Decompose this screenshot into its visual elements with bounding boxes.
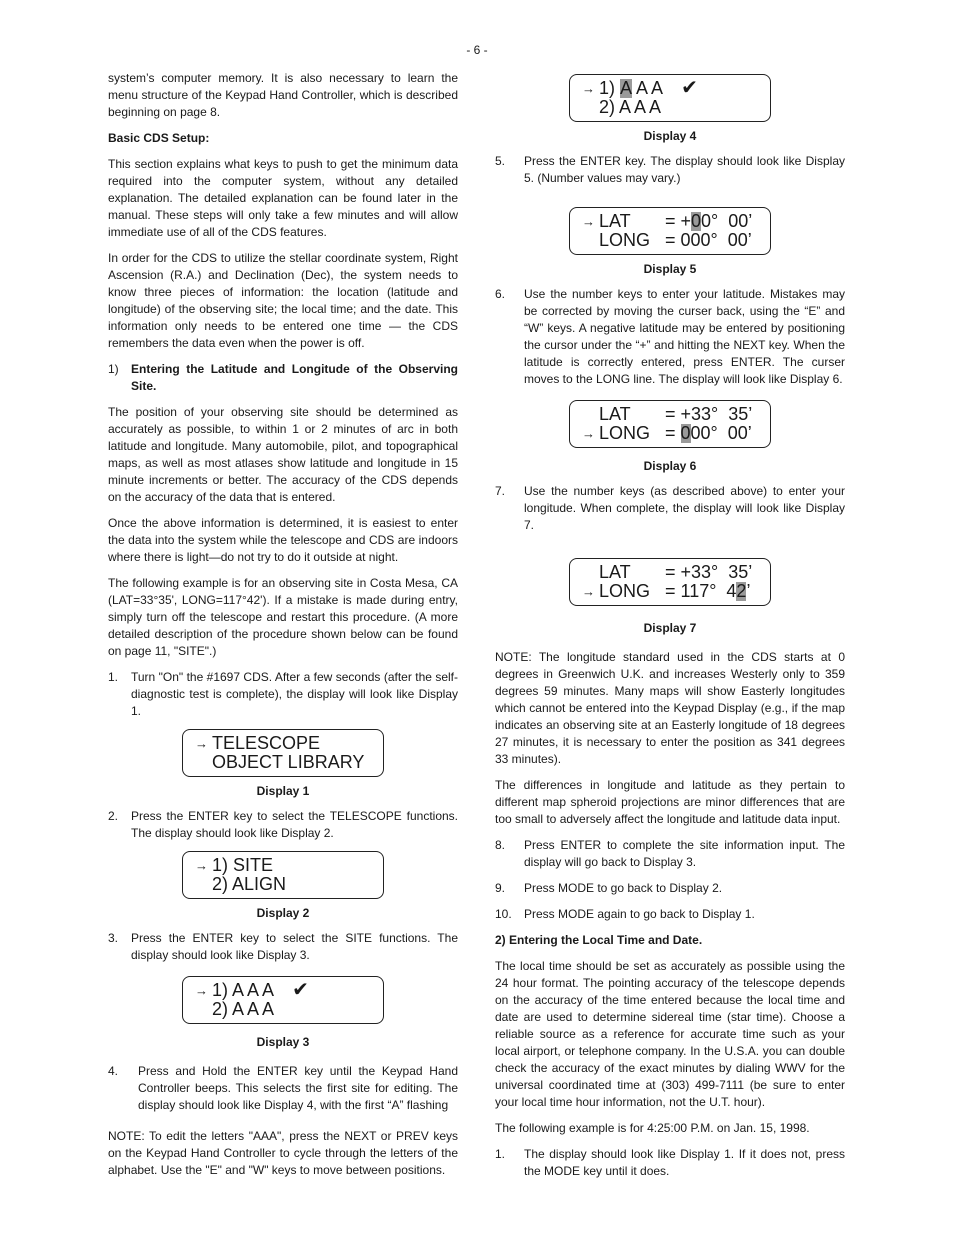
lcd-label: LONG (599, 423, 651, 443)
display-caption: Display 2 (256, 906, 310, 920)
lcd-line: TELESCOPE (212, 733, 321, 753)
step-number: 2. (108, 809, 119, 823)
display-6-figure (495, 400, 845, 475)
display-caption: Display 5 (643, 262, 697, 276)
step-text: Use the number keys (as described above) to enter your longitude. When complete, the display will look like Display 7. (524, 484, 845, 532)
arrow-right-icon: → (582, 214, 595, 229)
step-10 (495, 906, 845, 923)
lcd-text: = +33° 35’ (665, 562, 753, 582)
step-text: Press the ENTER key to select the TELESCOPE functions. The display should look like Display 2. (131, 809, 458, 840)
section-1-title: Entering the Latitude and Longitude of the Observing Site. (131, 362, 458, 393)
page-number: - 6 - (466, 43, 488, 57)
lcd-text: = (665, 423, 681, 443)
lcd-label: LONG (599, 581, 651, 601)
note-longitude-standard: NOTE: The longitude standard used in the CDS starts at 0 degrees in Greenwich U.K. and increases Westerly only to 359 degrees 59 minutes. Many maps will show Easterly longitudes which cannot be entered into the Keypad Display (e.g., if the map indicates an observing site at an Easterly longitude of 18 degrees 27 minutes, it is necessary to enter the position as 341 degrees 33 minutes). (495, 650, 845, 766)
left-column (108, 70, 458, 1188)
step-number: 3. (108, 931, 119, 945)
step-number: 4. (108, 1064, 119, 1078)
display-1-figure (108, 729, 458, 800)
lcd-display-3 (182, 976, 384, 1024)
arrow-right-icon: → (195, 983, 208, 998)
step-text: Press MODE again to go back to Display 1. (524, 907, 755, 921)
display-2-figure (108, 851, 458, 922)
step-2 (108, 808, 458, 842)
step-1 (108, 669, 458, 720)
section-1-paragraph-3: The following example is for an observing site in Costa Mesa, CA (LAT=33°35', LONG=117°42'). If a mistake is made during entry, simply turn off the telescope and restart this procedure. (A more detailed description of the procedure shown below can be found on page 11, "SITE".) (108, 576, 458, 658)
lcd-text: = + (665, 211, 692, 231)
step-number: 5. (495, 154, 506, 168)
step-7 (495, 483, 845, 534)
display-caption: Display 4 (643, 129, 697, 143)
lcd-label: LAT (599, 211, 631, 231)
step-5 (495, 153, 845, 187)
lcd-line: 1) SITE (212, 855, 274, 875)
basic-setup-heading: Basic CDS Setup: (108, 131, 210, 145)
display-3-figure (108, 976, 458, 1051)
lcd-display-1 (182, 729, 384, 777)
section-2-paragraph-2: The following example is for 4:25:00 P.M. on Jan. 15, 1998. (495, 1121, 810, 1135)
lcd-text: = +33° 35’ (665, 404, 753, 424)
arrow-right-icon: → (582, 584, 595, 599)
display-caption: Display 3 (256, 1035, 310, 1049)
lcd-display-5 (569, 207, 771, 255)
lcd-text: 00° 00’ (690, 423, 752, 443)
step-8 (495, 837, 845, 871)
step-text: Press and Hold the ENTER key until the Keypad Hand Controller beeps. This selects the first site for editing. The display should look like Display 4, with the first “A” flashing (138, 1064, 458, 1112)
basic-setup-paragraph-2: In order for the CDS to utilize the stellar coordinate system, Right Ascension (R.A.) and Declination (Dec), the system needs to know three pieces of information: the location (latitude and longitude) of the observing site; the local time; and the date. This information only needs to be entered one time — the CDS remembers the data even when the power is off. (108, 251, 458, 350)
step-6 (495, 286, 845, 388)
step-4 (108, 1063, 458, 1114)
flashing-cursor: 0 (691, 211, 702, 231)
flashing-cursor: A (620, 78, 633, 98)
flashing-cursor: 2 (736, 581, 747, 601)
section-1-heading (108, 361, 458, 395)
lcd-label: LAT (599, 404, 631, 424)
step-number: 7. (495, 484, 506, 498)
step-text: Press ENTER to complete the site information input. The display will go back to Display 3. (524, 838, 845, 869)
section-1-number: 1) (108, 362, 119, 376)
lcd-line: OBJECT LIBRARY (212, 752, 365, 772)
lcd-text: = 000° 00’ (665, 230, 752, 250)
note-edit-letters: NOTE: To edit the letters "AAA", press the NEXT or PREV keys on the Keypad Hand Controller to cycle through the letters of the alphabet. Use the "E" and "W" keys to move between positions. (108, 1129, 458, 1177)
step-number: 8. (495, 838, 506, 852)
right-column (495, 74, 845, 1189)
lcd-text: ’ (746, 581, 751, 601)
step-text: Use the number keys to enter your latitude. Mistakes may be corrected by moving the curser back, using the “E” and “W” keys. A negative latitude may be entered by positioning the cursor under the “+” and hitting the NEXT key. When the latitude is correctly entered, press ENTER. The curser moves to the LONG line. The display will look like Display 6. (524, 287, 845, 386)
display-caption: Display 7 (643, 621, 697, 635)
flashing-cursor: 0 (680, 423, 691, 443)
section-2-step-1 (495, 1146, 845, 1180)
step-number: 6. (495, 287, 506, 301)
lcd-line: 2) ALIGN (212, 874, 287, 894)
step-3 (108, 930, 458, 964)
section-2-paragraph-1: The local time should be set as accurately as possible using the 24 hour format. The pointing accuracy of the telescope depends on the accuracy of the time entered because the local time and date are used to determine sidereal time (star time). Choose a reliable source as a reference for accurate time such as your local airport, or telephone company. In the U.S.A. you can double check the accuracy of the exact minutes by dialing WWV for the universal coordinated time at (303) 499-7111 (be sure to enter your local time hour information, not the U.T. hour). (495, 959, 845, 1109)
step-text: Press MODE to go back to Display 2. (524, 881, 723, 895)
step-text: Press the ENTER key. The display should look like Display 5. (Number values may vary.) (524, 154, 845, 185)
lcd-text: 0° 00’ (701, 211, 753, 231)
lcd-display-6 (569, 400, 771, 448)
step-number: 1. (108, 670, 119, 684)
step-9 (495, 880, 845, 897)
map-spheroid-paragraph: The differences in longitude and latitude as they pertain to different map spheroid projections are minor differences that are too small to adversely affect the longitude and latitude data input. (495, 778, 845, 826)
section-2-heading: 2) Entering the Local Time and Date. (495, 933, 703, 947)
display-caption: Display 6 (643, 459, 697, 473)
lcd-label: LONG (599, 230, 651, 250)
arrow-right-icon: → (582, 81, 595, 96)
display-5-figure (495, 207, 845, 278)
step-number: 1. (495, 1147, 506, 1161)
step-number: 10. (495, 907, 512, 921)
lcd-display-2 (182, 851, 384, 899)
check-mark-icon: ✔ (681, 77, 698, 99)
lcd-line: 2) A A A (212, 999, 275, 1019)
check-mark-icon: ✔ (292, 979, 309, 1001)
step-text: Turn "On" the #1697 CDS. After a few seconds (after the self-diagnostic test is complete), the display will look like Display 1. (131, 670, 458, 718)
lcd-line: 2) A A A (599, 97, 662, 117)
lcd-text: A A (632, 78, 664, 98)
lcd-line: 1) A A A (212, 980, 275, 1000)
lcd-text: 1) (599, 78, 621, 98)
lcd-display-4 (569, 74, 771, 122)
lcd-label: LAT (599, 562, 631, 582)
intro-paragraph: system’s computer memory. It is also necessary to learn the menu structure of the Keypad Hand Controller, which is described beginning on page 8. (108, 71, 458, 119)
section-1-paragraph-1: The position of your observing site should be determined as accurately as possible, to within 1 or 2 minutes of arc in both latitude and longitude. Many automobile, pilot, and topographical maps, as well as most atlases show latitude and longitude in 15 minute increments or better. The accuracy of the CDS depends on the accuracy of the data that is entered. (108, 405, 458, 504)
arrow-right-icon: → (195, 736, 208, 751)
lcd-text: = 117° 4 (665, 581, 737, 601)
arrow-right-icon: → (582, 426, 595, 441)
arrow-right-icon: → (195, 858, 208, 873)
basic-setup-paragraph-1: This section explains what keys to push to get the minimum data required into the computer system, without any detailed explanation. The detailed explanation can be found later in the manual. These steps will only take a few minutes and will allow immediate use of all of the CDS features. (108, 157, 458, 239)
step-text: Press the ENTER key to select the SITE functions. The display should look like Display 3. (131, 931, 458, 962)
step-text: The display should look like Display 1. If it does not, press the MODE key until it does. (524, 1147, 845, 1178)
section-1-paragraph-2: Once the above information is determined, it is easiest to enter the data into the system while the telescope and CDS are indoors where there is light—do not try to do it outside at night. (108, 516, 458, 564)
lcd-display-7 (569, 558, 771, 606)
display-4-figure (495, 74, 845, 145)
display-7-figure (495, 558, 845, 637)
display-caption: Display 1 (256, 784, 310, 798)
step-number: 9. (495, 881, 506, 895)
